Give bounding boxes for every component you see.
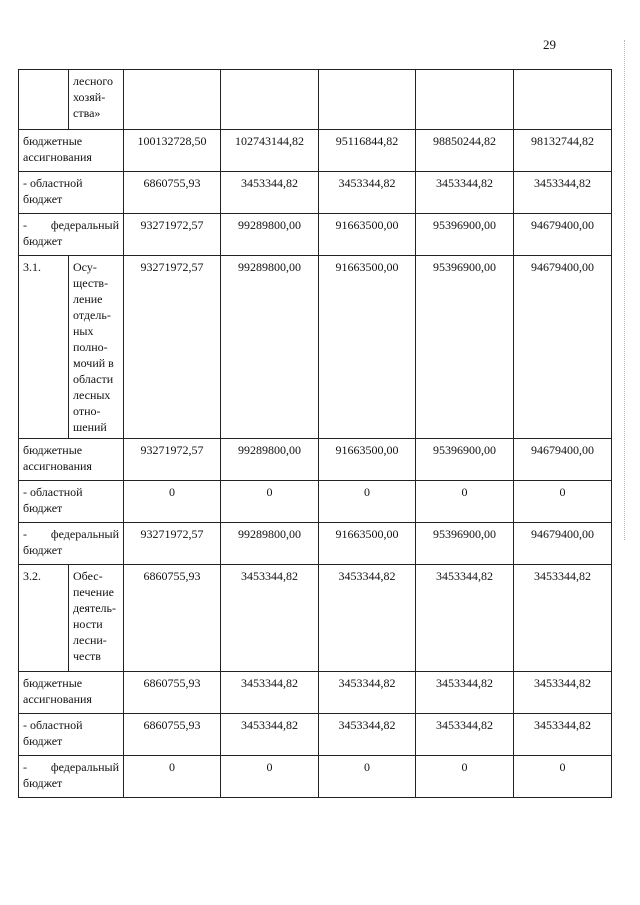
value-cell: 100132728,50 bbox=[124, 130, 221, 172]
value-cell bbox=[221, 70, 319, 130]
table-row bbox=[19, 714, 612, 756]
value-cell: 0 bbox=[221, 756, 319, 798]
row-label-word: федеральный bbox=[50, 218, 119, 232]
item-name-cell: лесного хозяй- ства» bbox=[69, 70, 124, 130]
value-cell: 6860755,93 bbox=[124, 565, 221, 672]
row-label-line bbox=[23, 759, 119, 775]
table-row bbox=[19, 523, 612, 565]
row-label-line bbox=[23, 217, 119, 233]
item-number-cell: 3.1. bbox=[19, 256, 69, 439]
table-row bbox=[19, 70, 612, 130]
value-cell: 91663500,00 bbox=[319, 256, 416, 439]
value-cell: 99289800,00 bbox=[221, 214, 319, 256]
value-cell: 93271972,57 bbox=[124, 439, 221, 481]
table-row bbox=[19, 481, 612, 523]
row-label-cell bbox=[19, 214, 124, 256]
value-cell: 93271972,57 bbox=[124, 256, 221, 439]
item-number-cell: 3.2. bbox=[19, 565, 69, 672]
row-label-dash: - bbox=[23, 218, 27, 232]
value-cell: 0 bbox=[416, 756, 514, 798]
table-row bbox=[19, 130, 612, 172]
item-number-cell bbox=[19, 70, 69, 130]
value-cell: 95116844,82 bbox=[319, 130, 416, 172]
value-cell: 3453344,82 bbox=[319, 172, 416, 214]
value-cell bbox=[416, 70, 514, 130]
value-cell: 3453344,82 bbox=[221, 672, 319, 714]
value-cell: 94679400,00 bbox=[514, 523, 612, 565]
row-label-cell: бюджетные ассигнования bbox=[19, 439, 124, 481]
value-cell: 98850244,82 bbox=[416, 130, 514, 172]
row-label-cell: бюджетные ассигнования bbox=[19, 672, 124, 714]
value-cell: 3453344,82 bbox=[221, 565, 319, 672]
value-cell: 3453344,82 bbox=[319, 672, 416, 714]
value-cell: 94679400,00 bbox=[514, 439, 612, 481]
value-cell: 3453344,82 bbox=[514, 714, 612, 756]
value-cell: 91663500,00 bbox=[319, 214, 416, 256]
table-row bbox=[19, 214, 612, 256]
row-label-cell: - областной бюджет bbox=[19, 481, 124, 523]
value-cell: 0 bbox=[124, 481, 221, 523]
value-cell: 99289800,00 bbox=[221, 439, 319, 481]
value-cell: 0 bbox=[319, 756, 416, 798]
value-cell: 94679400,00 bbox=[514, 256, 612, 439]
value-cell: 93271972,57 bbox=[124, 523, 221, 565]
value-cell: 95396900,00 bbox=[416, 214, 514, 256]
row-label-line2: бюджет bbox=[23, 234, 63, 248]
value-cell: 3453344,82 bbox=[319, 565, 416, 672]
value-cell: 3453344,82 bbox=[221, 172, 319, 214]
value-cell: 3453344,82 bbox=[514, 172, 612, 214]
value-cell: 3453344,82 bbox=[416, 672, 514, 714]
value-cell: 0 bbox=[319, 481, 416, 523]
value-cell: 0 bbox=[221, 481, 319, 523]
value-cell: 95396900,00 bbox=[416, 256, 514, 439]
value-cell: 0 bbox=[124, 756, 221, 798]
table-row bbox=[19, 672, 612, 714]
value-cell: 99289800,00 bbox=[221, 256, 319, 439]
row-label-word: федеральный bbox=[50, 760, 119, 774]
value-cell bbox=[124, 70, 221, 130]
row-label-cell: бюджетные ассигнования bbox=[19, 130, 124, 172]
row-label-word: федеральный bbox=[50, 527, 119, 541]
value-cell: 91663500,00 bbox=[319, 439, 416, 481]
value-cell: 95396900,00 bbox=[416, 439, 514, 481]
row-label-line bbox=[23, 526, 119, 542]
value-cell: 6860755,93 bbox=[124, 172, 221, 214]
table-body bbox=[19, 70, 612, 798]
row-label-line2: бюджет bbox=[23, 776, 63, 790]
item-name-cell: Обес- печение деятель- ности лесни- честв bbox=[69, 565, 124, 672]
row-label-line2: бюджет bbox=[23, 543, 63, 557]
value-cell: 94679400,00 bbox=[514, 214, 612, 256]
page-number: 29 bbox=[543, 37, 556, 52]
value-cell: 102743144,82 bbox=[221, 130, 319, 172]
row-label-dash: - bbox=[23, 527, 27, 541]
value-cell bbox=[514, 70, 612, 130]
value-cell: 3453344,82 bbox=[514, 672, 612, 714]
table-row bbox=[19, 439, 612, 481]
value-cell: 91663500,00 bbox=[319, 523, 416, 565]
value-cell: 0 bbox=[514, 481, 612, 523]
table-row bbox=[19, 565, 612, 672]
value-cell: 0 bbox=[416, 481, 514, 523]
value-cell: 3453344,82 bbox=[416, 565, 514, 672]
budget-table bbox=[18, 69, 612, 798]
value-cell: 3453344,82 bbox=[416, 172, 514, 214]
value-cell: 0 bbox=[514, 756, 612, 798]
value-cell: 3453344,82 bbox=[319, 714, 416, 756]
table-row bbox=[19, 172, 612, 214]
value-cell: 3453344,82 bbox=[221, 714, 319, 756]
table-row bbox=[19, 256, 612, 439]
value-cell: 6860755,93 bbox=[124, 714, 221, 756]
table-row bbox=[19, 756, 612, 798]
value-cell: 95396900,00 bbox=[416, 523, 514, 565]
value-cell: 6860755,93 bbox=[124, 672, 221, 714]
row-label-cell bbox=[19, 523, 124, 565]
value-cell: 98132744,82 bbox=[514, 130, 612, 172]
value-cell: 3453344,82 bbox=[514, 565, 612, 672]
row-label-cell: - областной бюджет bbox=[19, 714, 124, 756]
value-cell: 3453344,82 bbox=[416, 714, 514, 756]
margin-mark bbox=[624, 40, 626, 540]
value-cell bbox=[319, 70, 416, 130]
value-cell: 93271972,57 bbox=[124, 214, 221, 256]
item-name-cell: Осу- ществ- ление отдель- ных полно- мочий в области лесных отно- шений bbox=[69, 256, 124, 439]
row-label-dash: - bbox=[23, 760, 27, 774]
row-label-cell bbox=[19, 756, 124, 798]
value-cell: 99289800,00 bbox=[221, 523, 319, 565]
row-label-cell: - областной бюджет bbox=[19, 172, 124, 214]
